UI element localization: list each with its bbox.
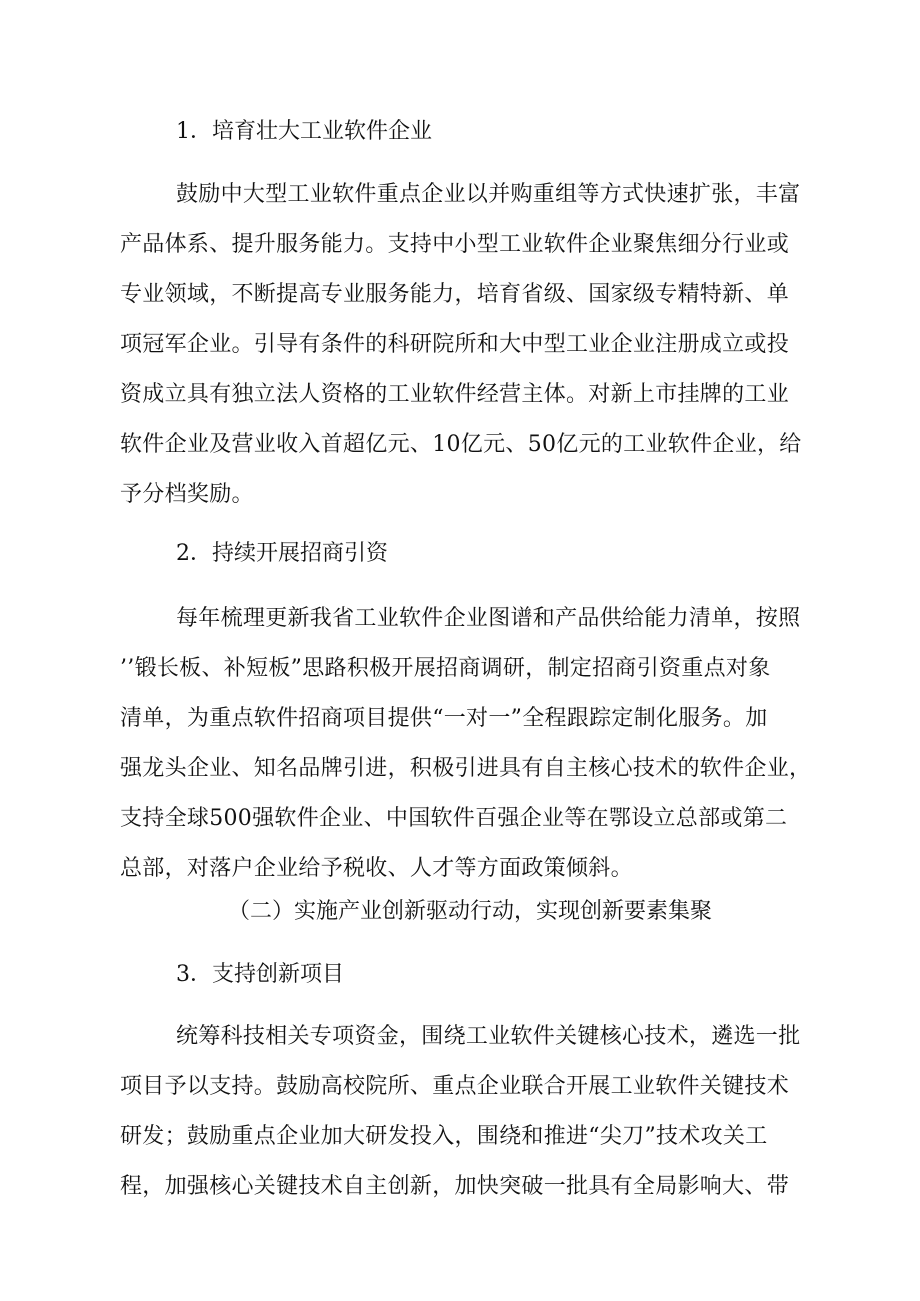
paragraph-line: 清单，为重点软件招商项目提供“一对一”全程跟踪定制化服务。加	[120, 706, 768, 731]
paragraph-line: 资成立具有独立法人资格的工业软件经营主体。对新上市挂牌的工业	[120, 382, 790, 407]
paragraph-2	[120, 594, 812, 894]
paragraph-line: 统筹科技相关专项资金，围绕工业软件关键核心技术，遴选一批	[176, 1024, 801, 1049]
paragraph-line: 鼓励中大型工业软件重点企业以并购重组等方式快速扩张，丰富	[176, 182, 801, 207]
section-title: （二）实施产业创新驱动行动，实现创新要素集聚	[228, 899, 713, 924]
paragraph-line: 强龙头企业、知名品牌引进，积极引进具有自主核心技术的软件企业，	[120, 756, 812, 781]
paragraph-line: 总部，对落户企业给予税收、人才等方面政策倾斜。	[120, 856, 633, 881]
paragraph-line: 项目予以支持。鼓励高校院所、重点企业联合开展工业软件关键技术	[120, 1074, 790, 1099]
paragraph-line: ’’锻长板、补短板”思路积极开展招商调研，制定招商引资重点对象	[120, 656, 771, 681]
paragraph-line: 产品体系、提升服务能力。支持中小型工业软件企业聚焦细分行业或	[120, 232, 790, 257]
paragraph-line: 研发；鼓励重点企业加大研发投入，围绕和推进“尖刀”技术攻关工	[120, 1124, 768, 1149]
heading-3: 3．支持创新项目	[176, 962, 344, 987]
heading-1: 1．培育壮大工业软件企业	[176, 119, 432, 144]
paragraph-line: 项冠军企业。引导有条件的科研院所和大中型工业企业注册成立或投	[120, 332, 790, 357]
paragraph-3	[120, 1012, 801, 1212]
paragraph-line: 予分档奖励。	[120, 482, 254, 507]
paragraph-line: 软件企业及营业收入首超亿元、10亿元、50亿元的工业软件企业，给	[120, 432, 802, 457]
paragraph-1	[120, 170, 802, 520]
paragraph-line: 每年梳理更新我省工业软件企业图谱和产品供给能力清单，按照	[176, 606, 801, 631]
paragraph-line: 专业领域，不断提高专业服务能力，培育省级、国家级专精特新、单	[120, 282, 790, 307]
paragraph-line: 支持全球500强软件企业、中国软件百强企业等在鄂设立总部或第二	[120, 806, 788, 831]
heading-2: 2．持续开展招商引资	[176, 541, 388, 566]
paragraph-line: 程，加强核心关键技术自主创新，加快突破一批具有全局影响大、带	[120, 1174, 790, 1199]
